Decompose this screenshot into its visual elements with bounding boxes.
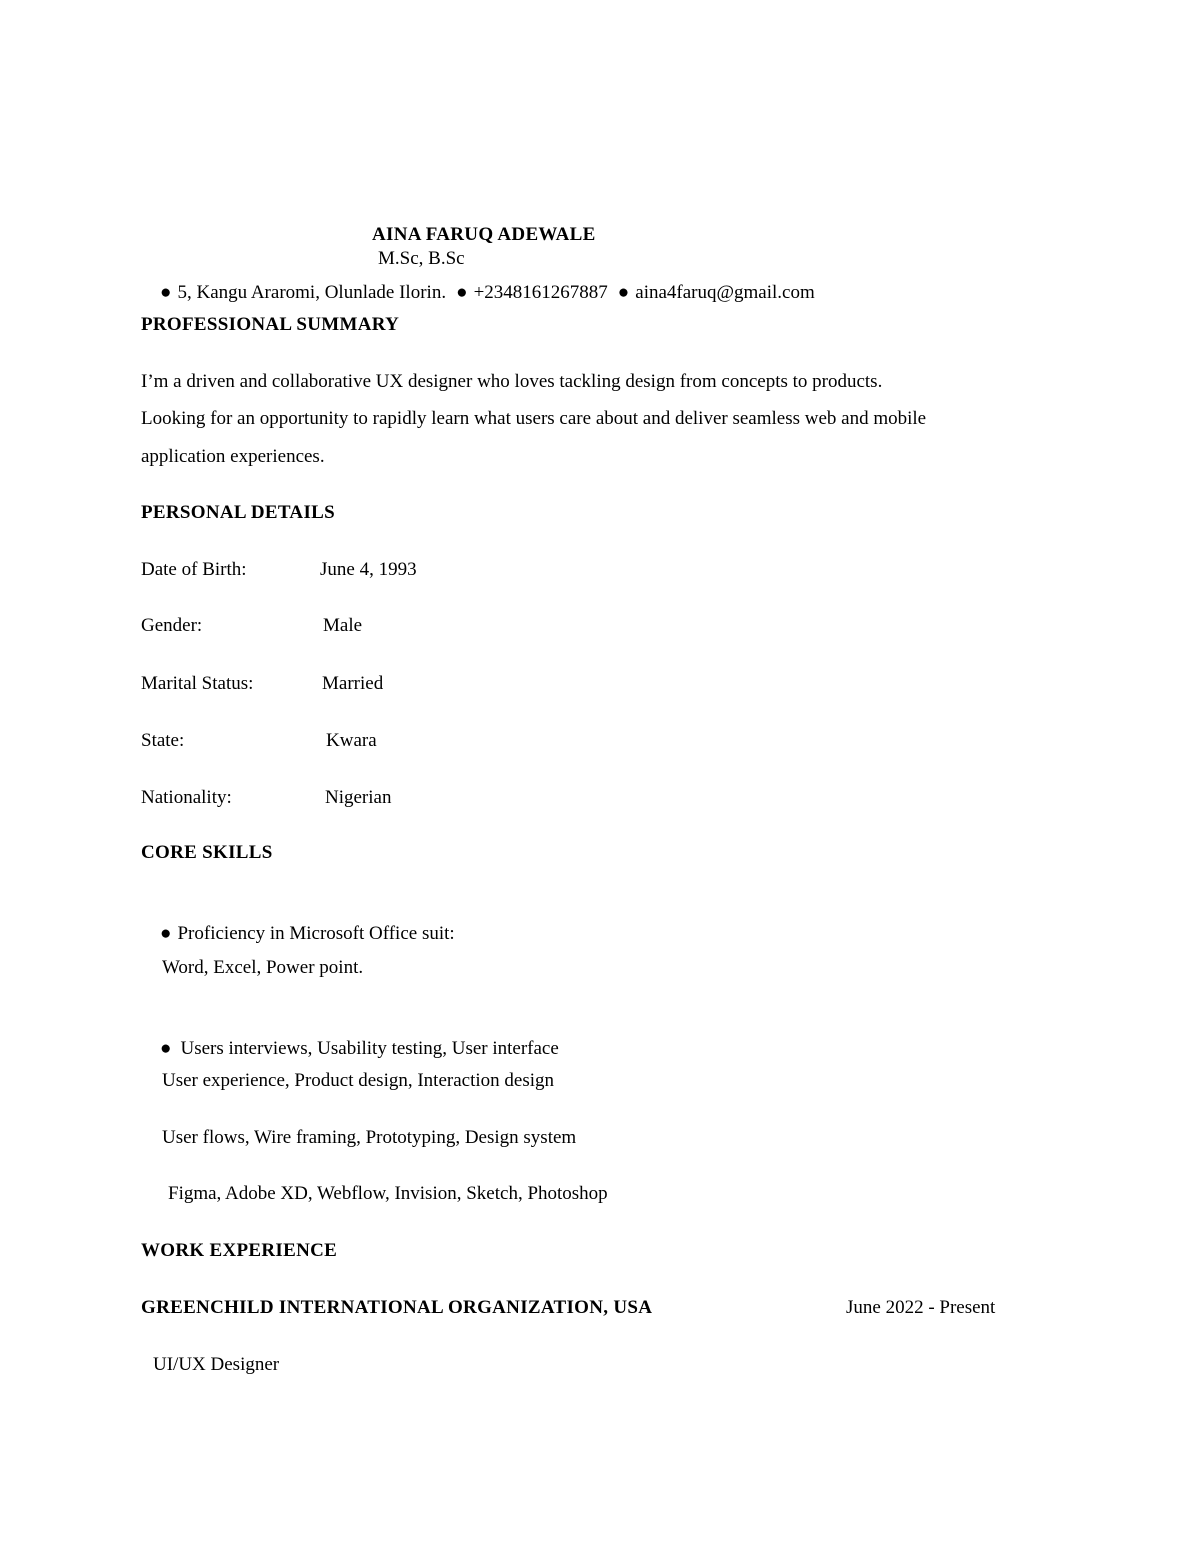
detail-value-marital: Married xyxy=(322,673,384,694)
skill-office-title: Proficiency in Microsoft Office suit: xyxy=(177,923,455,944)
bullet-icon: ● xyxy=(160,923,172,944)
detail-label-dob: Date of Birth: xyxy=(141,559,247,580)
job-role: UI/UX Designer xyxy=(153,1354,280,1375)
candidate-name: AINA FARUQ ADEWALE xyxy=(372,224,596,245)
detail-value-gender: Male xyxy=(323,615,363,636)
skill-office-detail: Word, Excel, Power point. xyxy=(162,957,364,978)
work-heading: WORK EXPERIENCE xyxy=(141,1240,338,1261)
summary-heading: PROFESSIONAL SUMMARY xyxy=(141,314,400,335)
contact-address: 5, Kangu Araromi, Olunlade Ilorin. xyxy=(177,282,447,303)
summary-line: I’m a driven and collaborative UX designer who loves tackling design from concepts to products. xyxy=(141,371,883,392)
skills-heading: CORE SKILLS xyxy=(141,842,273,863)
personal-heading: PERSONAL DETAILS xyxy=(141,502,335,523)
skill-line: Figma, Adobe XD, Webflow, Invision, Sketch, Photoshop xyxy=(168,1183,608,1204)
job-dates: June 2022 - Present xyxy=(846,1297,996,1318)
summary-line: Looking for an opportunity to rapidly learn what users care about and deliver seamless web and mobile xyxy=(141,408,927,429)
skill-line: User flows, Wire framing, Prototyping, Design system xyxy=(162,1127,577,1148)
bullet-icon: ● xyxy=(456,282,468,303)
detail-label-gender: Gender: xyxy=(141,615,203,636)
detail-value-nationality: Nigerian xyxy=(325,787,392,808)
bullet-icon: ● xyxy=(160,1038,172,1059)
detail-label-state: State: xyxy=(141,730,185,751)
contact-email: aina4faruq@gmail.com xyxy=(635,282,815,303)
detail-value-dob: June 4, 1993 xyxy=(320,559,417,580)
skill-line: Users interviews, Usability testing, User interface xyxy=(180,1038,559,1059)
skill-line: User experience, Product design, Interaction design xyxy=(162,1070,555,1091)
candidate-credentials: M.Sc, B.Sc xyxy=(378,248,465,269)
summary-line: application experiences. xyxy=(141,446,325,467)
bullet-icon: ● xyxy=(160,282,172,303)
detail-value-state: Kwara xyxy=(326,730,377,751)
detail-label-nationality: Nationality: xyxy=(141,787,232,808)
detail-label-marital: Marital Status: xyxy=(141,673,254,694)
contact-phone: +2348161267887 xyxy=(473,282,608,303)
bullet-icon: ● xyxy=(617,282,630,303)
job-company: GREENCHILD INTERNATIONAL ORGANIZATION, USA xyxy=(141,1297,653,1318)
